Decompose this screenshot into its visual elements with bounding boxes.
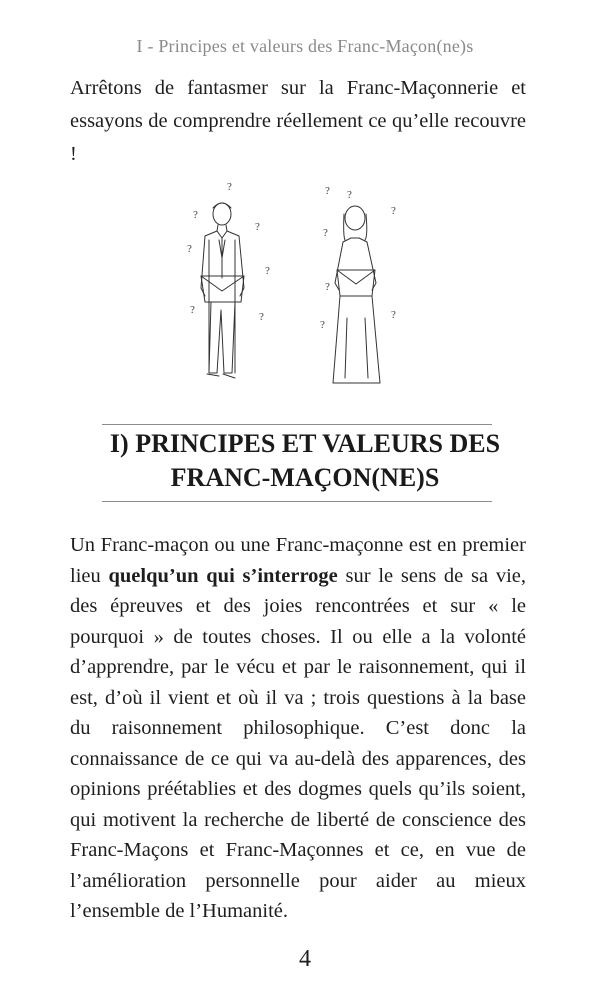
title-rule-top — [102, 424, 492, 425]
running-header: I - Principes et valeurs des Franc-Maçon(ne)s — [136, 36, 474, 56]
question-mark: ? — [255, 221, 260, 233]
body-paragraph — [70, 530, 526, 927]
question-mark: ? — [323, 227, 328, 239]
page-number: 4 — [299, 946, 311, 972]
section-title-line-1: I) PRINCIPES ET VALEURS DES — [109, 429, 501, 458]
man-figure — [201, 203, 244, 378]
body-text-part-2: sur le sens de sa vie, des épreuves et des joies rencontrées et sur « le pourquoi » de toutes choses. Il ou elle a la volonté d’apprendre, par le vécu et par le raisonnement, qui il est, d’où il vient et où il va ; trois questions à la base du raisonnement philosophique. C’est donc la connaissance de ce qui va au-delà des apparences, des opinions préétablies et des dogmes quels qu’ils soient, qui motivent la recherche de liberté de conscience des Franc-Maçons et Franc-Maçonnes et ce, en vue de l’amélioration personnelle pour aider au mieux l’ensemble de l’Humanité. — [70, 564, 527, 922]
question-mark: ? — [391, 205, 396, 217]
question-mark: ? — [325, 185, 330, 197]
question-mark: ? — [187, 243, 192, 255]
woman-figure — [333, 206, 380, 383]
question-mark: ? — [227, 181, 232, 193]
freemason-illustration — [175, 178, 425, 393]
title-rule-bottom — [102, 501, 492, 502]
question-mark: ? — [320, 319, 325, 331]
question-mark: ? — [259, 311, 264, 323]
body-text-part-1: Un Franc-maçon ou une Franc-maçonne est en premier lieu — [70, 534, 526, 587]
question-mark: ? — [347, 189, 352, 201]
question-mark: ? — [265, 265, 270, 277]
section-title-line-2: FRANC-MAÇON(NE)S — [170, 463, 440, 492]
question-mark: ? — [325, 281, 330, 293]
section-title — [60, 427, 550, 495]
body-text-bold: quelqu’un qui s’interroge — [108, 564, 338, 587]
question-mark: ? — [193, 209, 198, 221]
question-mark: ? — [391, 309, 396, 321]
intro-paragraph: Arrêtons de fantasmer sur la Franc-Maçonnerie et essayons de comprendre réellement ce qu’elle recouvre ! — [70, 77, 526, 165]
question-mark: ? — [190, 304, 195, 316]
